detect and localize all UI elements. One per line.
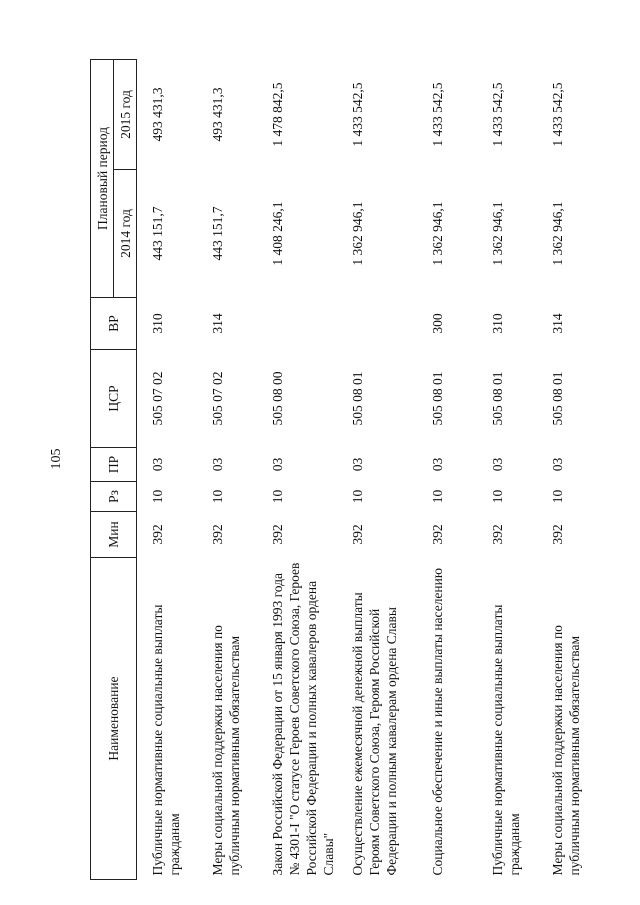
cell-csr: 505 07 02 (150, 371, 165, 426)
cell-pr: 03 (430, 457, 445, 472)
cell-2014: 1 362 946,1 (490, 201, 505, 266)
cell-name: Публичные нормативные социальные выплаты гражданам (150, 604, 182, 876)
cell-vr: 310 (150, 313, 165, 334)
header-year-2014: 2014 год (114, 170, 137, 298)
cell-vr: 314 (550, 313, 565, 334)
cell-min: 392 (150, 524, 165, 545)
cell-2014: 1 362 946,1 (550, 201, 565, 266)
cell-2015: 1 433 542,5 (550, 82, 565, 147)
header-year-2015: 2015 год (114, 59, 137, 169)
cell-min: 392 (550, 524, 565, 545)
cell-rz: 10 (150, 489, 165, 504)
cell-2015: 493 431,3 (210, 87, 225, 142)
cell-csr: 505 08 01 (430, 371, 445, 426)
cell-vr: 300 (430, 313, 445, 334)
cell-csr: 505 08 00 (270, 371, 285, 426)
cell-csr: 505 08 01 (550, 371, 565, 426)
table-row (477, 59, 537, 879)
cell-pr: 03 (150, 457, 165, 472)
cell-rz: 10 (550, 489, 565, 504)
cell-2015: 1 433 542,5 (430, 82, 445, 147)
cell-rz: 10 (210, 489, 225, 504)
header-vr: ВР (91, 298, 137, 350)
cell-vr (257, 298, 337, 350)
cell-csr: 505 08 01 (350, 371, 365, 426)
cell-pr: 03 (210, 457, 225, 472)
page-number: 105 (49, 448, 64, 470)
header-row-1 (91, 59, 114, 879)
cell-2015: 1 433 542,5 (350, 82, 365, 147)
cell-pr: 03 (550, 457, 565, 472)
cell-2014: 1 362 946,1 (350, 201, 365, 266)
cell-min: 392 (350, 524, 365, 545)
table-row (417, 59, 477, 879)
cell-name: Социальное обеспечение и иные выплаты населению (430, 568, 445, 876)
table-row (197, 59, 257, 879)
cell-name: Меры социальной поддержки населения по публичным нормативным обязательствам (550, 625, 582, 876)
cell-vr (337, 298, 417, 350)
cell-2014: 443 151,7 (210, 206, 225, 261)
cell-min: 392 (270, 524, 285, 545)
cell-vr: 310 (490, 313, 505, 334)
cell-min: 392 (430, 524, 445, 545)
header-name: Наименование (91, 558, 137, 880)
cell-name: Осуществление ежемесячной денежной выплаты Героям Советского Союза, Героям Российской Федерации и полным кавалерам ордена Славы (350, 592, 399, 876)
cell-csr: 505 08 01 (490, 371, 505, 426)
header-pr: ПР (91, 448, 137, 482)
cell-pr: 03 (490, 457, 505, 472)
cell-rz: 10 (350, 489, 365, 504)
table-row (337, 59, 417, 879)
table-row (537, 59, 597, 879)
header-planning-period: Плановый период (91, 59, 114, 297)
table-row (137, 59, 198, 879)
cell-csr: 505 07 02 (210, 371, 225, 426)
cell-name: Меры социальной поддержки населения по публичным нормативным обязательствам (210, 625, 242, 876)
cell-2015: 493 431,3 (150, 87, 165, 142)
cell-rz: 10 (490, 489, 505, 504)
table-row (257, 59, 337, 879)
cell-rz: 10 (270, 489, 285, 504)
cell-2014: 1 362 946,1 (430, 201, 445, 266)
cell-vr: 314 (210, 313, 225, 334)
cell-2015: 1 433 542,5 (490, 82, 505, 147)
cell-name: Публичные нормативные социальные выплаты гражданам (490, 604, 522, 876)
cell-rz: 10 (430, 489, 445, 504)
rotated-page-content (90, 60, 620, 880)
header-min: Мин (91, 512, 137, 558)
cell-2015: 1 478 842,5 (270, 82, 285, 147)
cell-name: Закон Российской Федерации от 15 января 1993 года № 4301-I "О статусе Героев Советского Союза, Героев Российской Федерации и полных кавалеров ордена Славы" (270, 562, 336, 876)
cell-2014: 443 151,7 (150, 206, 165, 261)
header-rz: Рз (91, 482, 137, 512)
cell-2014: 1 408 246,1 (270, 201, 285, 266)
cell-pr: 03 (270, 457, 285, 472)
cell-min: 392 (490, 524, 505, 545)
budget-table (90, 59, 597, 880)
cell-pr: 03 (350, 457, 365, 472)
cell-min: 392 (210, 524, 225, 545)
header-csr: ЦСР (91, 350, 137, 448)
